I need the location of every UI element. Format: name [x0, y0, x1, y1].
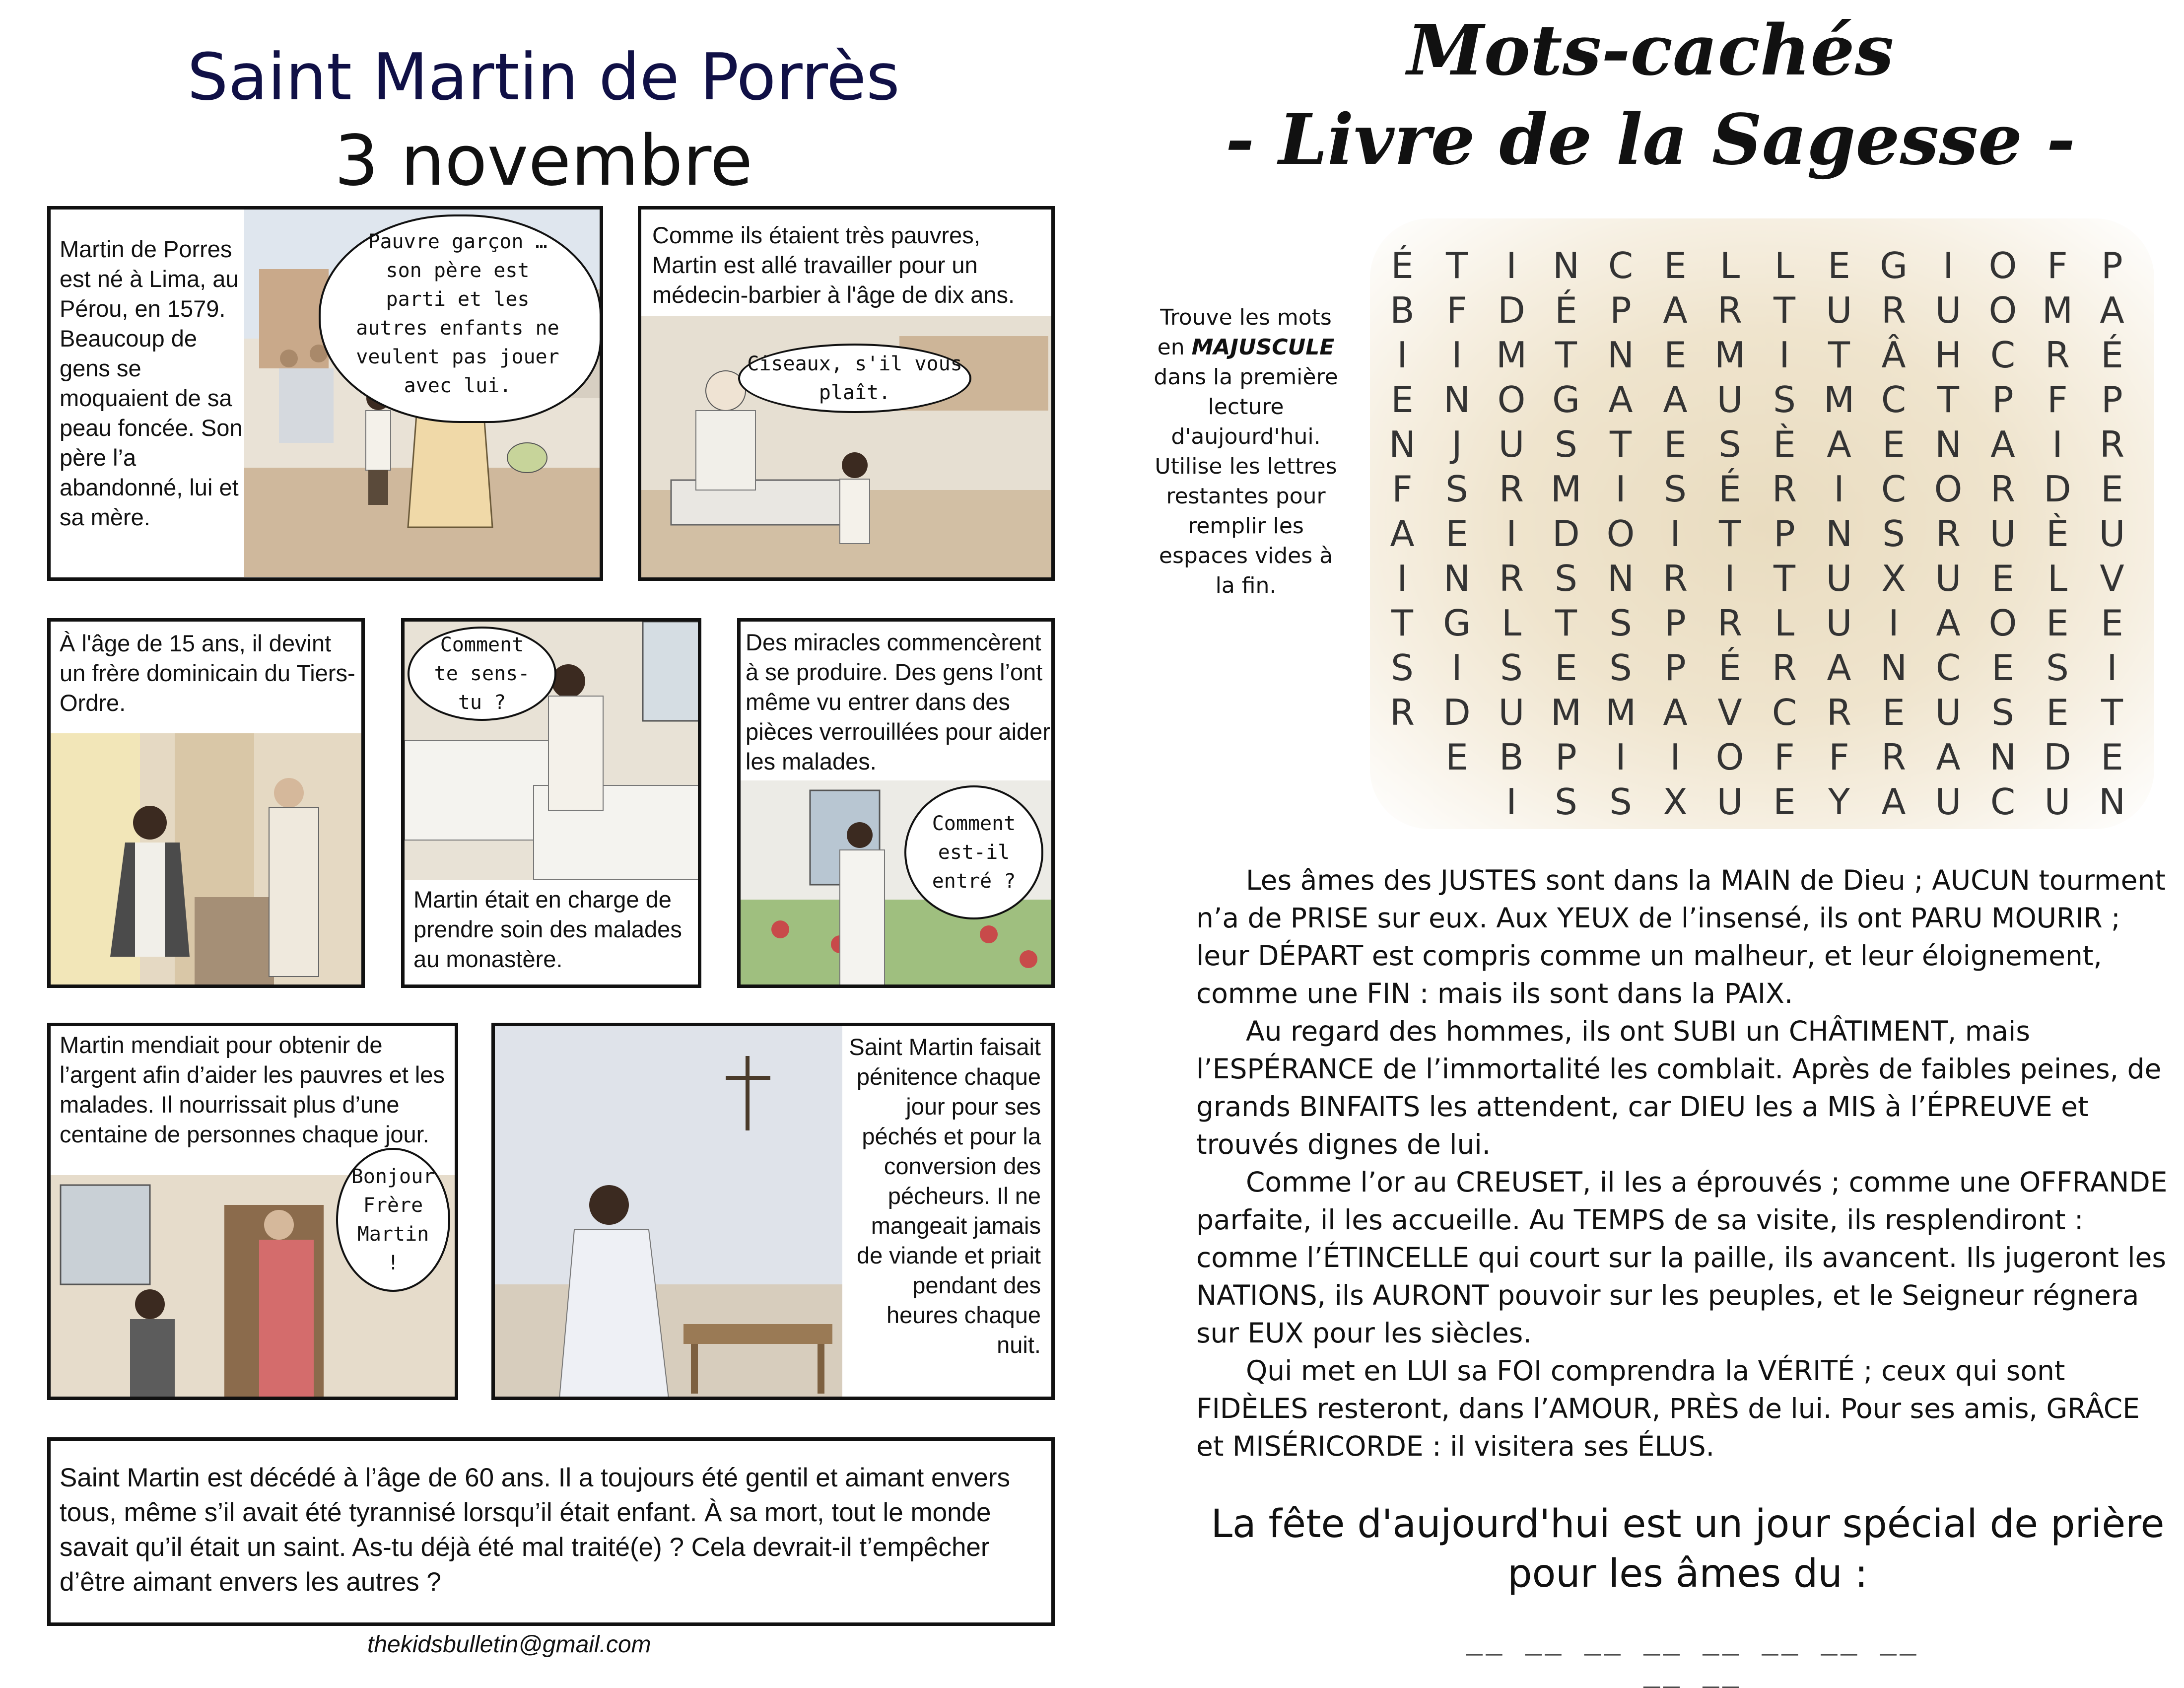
comic-panel-4 [401, 618, 701, 988]
grid-letter[interactable]: C [1881, 379, 1907, 421]
grid-letter[interactable]: I [1834, 468, 1844, 510]
instructions-text: Trouve les mots en [1157, 305, 1332, 360]
grid-letter[interactable]: P [2101, 379, 2123, 421]
grid-letter[interactable]: T [1828, 334, 1850, 376]
grid-letter[interactable]: E [1991, 647, 2014, 689]
grid-letter[interactable]: E [1391, 379, 1414, 421]
grid-letter[interactable]: T [1446, 245, 1468, 286]
grid-letter[interactable]: É [1718, 647, 1741, 689]
grid-letter[interactable]: N [1880, 647, 1907, 689]
feast-date: 3 novembre [334, 121, 753, 202]
grid-letter[interactable]: E [2101, 736, 2123, 778]
grid-letter[interactable]: V [2100, 558, 2124, 599]
grid-letter[interactable]: U [1989, 513, 2016, 555]
grid-letter[interactable]: I [1506, 513, 1517, 555]
grid-letter[interactable]: N [1389, 423, 1416, 465]
grid-letter[interactable]: A [1936, 736, 1961, 778]
grid-letter[interactable]: U [1826, 289, 1852, 331]
grid-letter[interactable]: P [1992, 379, 2014, 421]
grid-letter[interactable]: O [1606, 513, 1635, 555]
grid-letter[interactable]: I [1451, 334, 1462, 376]
grid-letter[interactable]: H [1934, 334, 1962, 376]
puzzle-title: Mots-cachés [1407, 10, 1894, 91]
grid-letter[interactable]: E [1882, 423, 1905, 465]
grid-letter[interactable]: I [1397, 334, 1408, 376]
comic-panel-7 [491, 1023, 1055, 1400]
grid-letter[interactable]: I [1670, 513, 1681, 555]
reading-paragraph: Au regard des hommes, ils ont SUBI un CHÂTIMENT, mais l’ESPÉRANCE de l’immortalité les comblait. Après de faibles peines, de grands BINFAITS les attendent, car DIEU les a MIS à l’ÉPREUVE et trouvés dignes de lui. [1196, 1015, 2162, 1160]
grid-letter[interactable]: I [1615, 468, 1626, 510]
grid-letter[interactable]: T [2101, 692, 2123, 733]
grid-letter[interactable]: E [1991, 558, 2014, 599]
comic-panel-8 [47, 1437, 1055, 1626]
grid-letter[interactable]: É [2101, 334, 2123, 376]
grid-letter[interactable]: R [1881, 289, 1907, 331]
grid-letter[interactable]: G [1443, 602, 1471, 644]
grid-letter[interactable]: I [1451, 647, 1462, 689]
grid-letter[interactable]: U [1935, 289, 1962, 331]
grid-letter[interactable]: U [1935, 692, 1962, 733]
grid-letter[interactable]: N [1935, 423, 1962, 465]
speech-bubble: Comment te sens-tu ? [408, 627, 556, 721]
grid-letter[interactable]: U [2099, 513, 2125, 555]
illustration-praying-before-crucifix [495, 1026, 842, 1399]
speech-bubble: Ciseaux, s'il vous plaît. [738, 344, 971, 413]
grid-letter[interactable]: L [1774, 602, 1795, 644]
grid-letter[interactable]: A [1663, 289, 1688, 331]
grid-letter[interactable]: F [2047, 245, 2068, 286]
grid-letter[interactable]: N [1607, 558, 1634, 599]
grid-letter[interactable]: M [1823, 379, 1855, 421]
grid-letter[interactable]: E [2101, 468, 2123, 510]
grid-letter[interactable]: R [1717, 602, 1743, 644]
grid-letter[interactable]: M [1496, 334, 1527, 376]
grid-letter[interactable]: E [1445, 736, 1468, 778]
grid-letter[interactable]: S [1718, 423, 1741, 465]
grid-letter[interactable]: D [2044, 468, 2071, 510]
grid-letter[interactable]: D [1443, 692, 1471, 733]
grid-letter[interactable]: É [1555, 289, 1577, 331]
grid-letter[interactable]: I [1943, 245, 1954, 286]
puzzle-instructions [1147, 303, 1345, 601]
grid-letter[interactable]: U [1826, 558, 1852, 599]
grid-letter[interactable]: S [1391, 647, 1414, 689]
grid-letter[interactable]: T [1391, 602, 1413, 644]
grid-letter[interactable]: T [1774, 289, 1795, 331]
grid-letter[interactable]: R [1881, 736, 1907, 778]
grid-letter[interactable]: R [1389, 692, 1415, 733]
grid-letter[interactable]: A [1663, 692, 1688, 733]
grid-letter[interactable]: S [1664, 468, 1687, 510]
grid-letter[interactable]: U [1498, 692, 1525, 733]
reading-paragraph: Qui met en LUI sa FOI comprendra la VÉRITÉ ; ceux qui sont FIDÈLES resteront, dans l’AMOUR, PRÈS de lui. Pour ses amis, GRÂCE et MISÉRICORDE : il visitera ses ÉLUS. [1196, 1355, 2140, 1462]
grid-letter[interactable]: É [1391, 245, 1414, 286]
grid-letter[interactable]: R [1772, 468, 1797, 510]
grid-letter[interactable]: O [1988, 289, 2017, 331]
grid-letter[interactable]: S [1882, 513, 1905, 555]
illustration-kneeling-friar [51, 733, 363, 986]
grid-letter[interactable]: A [1990, 423, 2015, 465]
grid-letter[interactable]: E [1555, 647, 1577, 689]
grid-letter[interactable]: E [1828, 245, 1850, 286]
comic-panel-5 [737, 618, 1055, 988]
grid-letter[interactable]: A [1608, 379, 1633, 421]
grid-letter[interactable]: C [1608, 245, 1634, 286]
comic-panel-1 [47, 206, 603, 581]
grid-letter[interactable]: P [1774, 513, 1795, 555]
grid-letter[interactable]: X [1881, 558, 1906, 599]
grid-letter[interactable]: E [1664, 245, 1687, 286]
grid-letter[interactable]: J [1451, 423, 1462, 465]
grid-letter[interactable]: I [1506, 781, 1517, 823]
grid-letter[interactable]: L [1719, 245, 1740, 286]
comic-panel-6 [47, 1023, 458, 1400]
grid-letter[interactable]: O [1988, 602, 2017, 644]
grid-letter[interactable]: A [1663, 379, 1688, 421]
grid-letter[interactable]: D [2044, 736, 2071, 778]
grid-letter[interactable]: X [1663, 781, 1688, 823]
grid-letter[interactable]: R [1662, 558, 1688, 599]
answer-blanks[interactable]: __ __ __ __ __ __ __ __ __ __ [1466, 1623, 1919, 1688]
grid-letter[interactable]: C [1772, 692, 1797, 733]
grid-letter[interactable]: B [1390, 289, 1415, 331]
grid-letter[interactable]: C [1990, 781, 2016, 823]
grid-letter[interactable]: U [1935, 558, 1962, 599]
grid-letter[interactable]: R [1990, 468, 2016, 510]
grid-letter[interactable]: R [2099, 423, 2125, 465]
grid-letter[interactable]: N [1607, 334, 1634, 376]
grid-letter[interactable]: V [1717, 692, 1742, 733]
grid-letter[interactable]: C [1990, 334, 2016, 376]
panel-caption: À l'âge de 15 ans, il devint un frère dominicain du Tiers-Ordre. [60, 630, 355, 716]
grid-letter[interactable]: T [1774, 558, 1795, 599]
grid-letter[interactable]: N [1989, 736, 2016, 778]
grid-letter[interactable]: I [2052, 423, 2063, 465]
grid-letter[interactable]: U [1935, 781, 1962, 823]
first-reading [1196, 861, 2169, 1465]
grid-letter[interactable]: S [2046, 647, 2069, 689]
grid-letter[interactable]: I [2107, 647, 2117, 689]
grid-letter[interactable]: I [1779, 334, 1790, 376]
grid-letter[interactable]: C [1881, 468, 1907, 510]
panel-caption: Saint Martin faisait pénitence chaque jour pour ses péchés et pour la conversion des pécheurs. Il ne mangeait jamais de viande et priait pendant des heures chaque nuit. [849, 1034, 1041, 1358]
reading-paragraph: Comme l’or au CREUSET, il les a éprouvés ; comme une OFFRANDE parfaite, il les accueille. Au TEMPS de sa visite, ils resplendiront : comme l’ÉTINCELLE qui court sur la paille, ils avancent. Ils jugeront les NATIONS, ils AURONT pouvoir sur les peuples, et le Seigneur régnera sur EUX pour les siècles. [1196, 1166, 2168, 1349]
grid-letter[interactable]: R [2045, 334, 2070, 376]
grid-letter[interactable]: A [1936, 602, 1961, 644]
grid-letter[interactable]: T [1555, 334, 1577, 376]
grid-letter[interactable]: M [2042, 289, 2073, 331]
grid-letter[interactable]: N [1553, 245, 1579, 286]
panel-caption: Saint Martin est décédé à l’âge de 60 ans. Il a toujours été gentil et aimant envers tous, même s’il avait été tyrannisé lorsqu’il était enfant. À sa mort, tout le monde savait qu’il était un saint. As-tu déjà été mal traité(e) ? Cela devrait-il t’empêcher d’être aimant envers les autres ? [60, 1463, 1011, 1597]
grid-letter[interactable]: U [1716, 781, 1743, 823]
grid-letter[interactable]: I [1397, 558, 1408, 599]
grid-letter[interactable]: B [1499, 736, 1524, 778]
grid-letter[interactable]: I [1615, 736, 1626, 778]
grid-letter[interactable]: M [1550, 692, 1582, 733]
grid-letter[interactable]: F [1446, 289, 1467, 331]
grid-letter[interactable]: R [1935, 513, 1961, 555]
feast-question: La fête d'aujourd'hui est un jour spécial de prière pour les âmes du : [1211, 1502, 2165, 1596]
grid-letter[interactable]: È [2046, 513, 2069, 555]
grid-letter[interactable]: N [1826, 513, 1852, 555]
grid-letter[interactable]: F [1774, 736, 1795, 778]
grid-letter[interactable]: R [1499, 468, 1524, 510]
grid-letter[interactable]: E [1882, 692, 1905, 733]
grid-letter[interactable]: S [1555, 781, 1577, 823]
panel-caption: Des miracles commencèrent à se produire. Des gens l’ont même vu entrer dans des pièces verrouillées pour aider les malades. [746, 629, 1050, 774]
grid-letter[interactable]: A [1827, 647, 1851, 689]
grid-letter[interactable]: C [1935, 647, 1961, 689]
grid-letter[interactable]: I [1888, 602, 1899, 644]
grid-letter[interactable]: L [1501, 602, 1522, 644]
grid-letter[interactable]: A [1827, 423, 1851, 465]
grid-letter[interactable]: F [2047, 379, 2068, 421]
grid-letter[interactable]: N [2099, 781, 2125, 823]
instructions-emphasis: MAJUSCULE [1191, 335, 1335, 360]
grid-letter[interactable]: O [1497, 379, 1526, 421]
grid-letter[interactable]: Y [1828, 781, 1850, 823]
speech-bubble: Pauvre garçon … son père est parti et les autres enfants ne veulent pas jouer avec lui. [319, 214, 602, 423]
grid-letter[interactable]: P [2101, 245, 2123, 286]
grid-letter[interactable]: O [1715, 736, 1744, 778]
grid-letter[interactable]: F [1829, 736, 1849, 778]
grid-letter[interactable]: S [1445, 468, 1468, 510]
grid-letter[interactable]: L [2047, 558, 2068, 599]
grid-letter[interactable]: F [1392, 468, 1413, 510]
grid-letter[interactable]: R [1826, 692, 1852, 733]
grid-letter[interactable]: R [1499, 558, 1524, 599]
panel-caption: Martin était en charge de prendre soin des malades au monastère. [413, 886, 682, 972]
grid-letter[interactable]: S [1555, 423, 1577, 465]
contact-email[interactable]: thekidsbulletin@gmail.com [367, 1631, 651, 1658]
panel-caption: Martin mendiait pour obtenir de l’argent afin d’aider les pauvres et les malades. Il nourrissait plus d’une centaine de personnes chaque jour. [60, 1032, 445, 1147]
grid-letter[interactable]: A [2100, 289, 2124, 331]
grid-letter[interactable]: T [1719, 513, 1741, 555]
grid-letter[interactable]: Â [1881, 334, 1906, 376]
grid-letter[interactable]: P [1555, 736, 1577, 778]
grid-letter[interactable]: I [1506, 245, 1517, 286]
grid-letter[interactable]: E [1664, 423, 1687, 465]
grid-letter[interactable]: L [1774, 245, 1795, 286]
grid-letter[interactable]: A [1881, 781, 1906, 823]
grid-letter[interactable]: R [1717, 289, 1743, 331]
grid-letter[interactable]: È [1773, 423, 1796, 465]
grid-letter[interactable]: N [1443, 379, 1470, 421]
grid-letter[interactable]: M [1605, 692, 1637, 733]
grid-letter[interactable]: S [1773, 379, 1796, 421]
grid-letter[interactable]: M [1550, 468, 1582, 510]
grid-letter[interactable]: S [1609, 781, 1632, 823]
comic-panel-2 [638, 206, 1055, 581]
grid-letter[interactable]: T [1937, 379, 1959, 421]
grid-letter[interactable]: T [1555, 602, 1577, 644]
grid-letter[interactable]: E [1773, 781, 1796, 823]
grid-letter[interactable]: T [1610, 423, 1632, 465]
grid-letter[interactable]: E [2101, 602, 2123, 644]
grid-letter[interactable]: E [1664, 334, 1687, 376]
grid-letter[interactable]: R [1772, 647, 1797, 689]
grid-letter[interactable]: I [1724, 558, 1735, 599]
speech-bubble: Bonjour Frère Martin ! [336, 1148, 450, 1292]
grid-letter[interactable]: E [2046, 692, 2069, 733]
grid-letter[interactable]: U [1716, 379, 1743, 421]
grid-letter[interactable]: O [1934, 468, 1963, 510]
grid-letter[interactable]: N [1443, 558, 1470, 599]
page-title: Saint Martin de Porrès [187, 39, 900, 115]
puzzle-subtitle: - Livre de la Sagesse - [1225, 99, 2076, 181]
grid-letter[interactable]: G [1552, 379, 1580, 421]
grid-letter[interactable]: É [1718, 468, 1741, 510]
grid-letter[interactable]: P [1664, 647, 1686, 689]
grid-letter[interactable]: D [1498, 289, 1525, 331]
grid-letter[interactable]: A [1390, 513, 1415, 555]
grid-letter[interactable]: I [1670, 736, 1681, 778]
panel-caption: Comme ils étaient très pauvres, Martin est allé travailler pour un médecin-barbier à l'âge de dix ans. [652, 222, 1015, 308]
grid-letter[interactable]: O [1988, 245, 2017, 286]
grid-letter[interactable]: U [2044, 781, 2071, 823]
grid-letter[interactable]: U [1826, 602, 1852, 644]
grid-letter[interactable]: E [1445, 513, 1468, 555]
grid-letter[interactable]: S [1500, 647, 1523, 689]
grid-letter[interactable]: S [1609, 602, 1632, 644]
grid-letter[interactable]: G [1880, 245, 1908, 286]
grid-letter[interactable]: D [1552, 513, 1580, 555]
thought-bubble: Comment est-il entré ? [904, 785, 1043, 919]
grid-letter[interactable]: S [1555, 558, 1577, 599]
panel-caption: Martin de Porres est né à Lima, au Pérou, en 1579. Beaucoup de gens se moquaient de sa peau foncée. Son père l’a abandonné, lui et sa mère. [60, 236, 243, 530]
reading-paragraph: Les âmes des JUSTES sont dans la MAIN de Dieu ; AUCUN tourment n’a de PRISE sur eux. Aux YEUX de l’insensé, ils ont PARU MOURIR ; leur DÉPART est compris comme un malheur, et leur éloignement, comme une FIN : mais ils sont dans la PAIX. [1196, 864, 2166, 1009]
grid-letter[interactable]: U [1498, 423, 1525, 465]
grid-letter[interactable]: S [1609, 647, 1632, 689]
grid-letter[interactable]: P [1610, 289, 1632, 331]
instructions-text: dans la première lecture d'aujourd'hui. Utilise les lettres restantes pour remplir les espaces vides à la fin. [1154, 364, 1338, 598]
grid-letter[interactable]: S [1991, 692, 2014, 733]
grid-letter[interactable]: E [2046, 602, 2069, 644]
comic-panel-3 [47, 618, 365, 988]
grid-letter[interactable]: P [1664, 602, 1686, 644]
grid-letter[interactable]: M [1714, 334, 1746, 376]
